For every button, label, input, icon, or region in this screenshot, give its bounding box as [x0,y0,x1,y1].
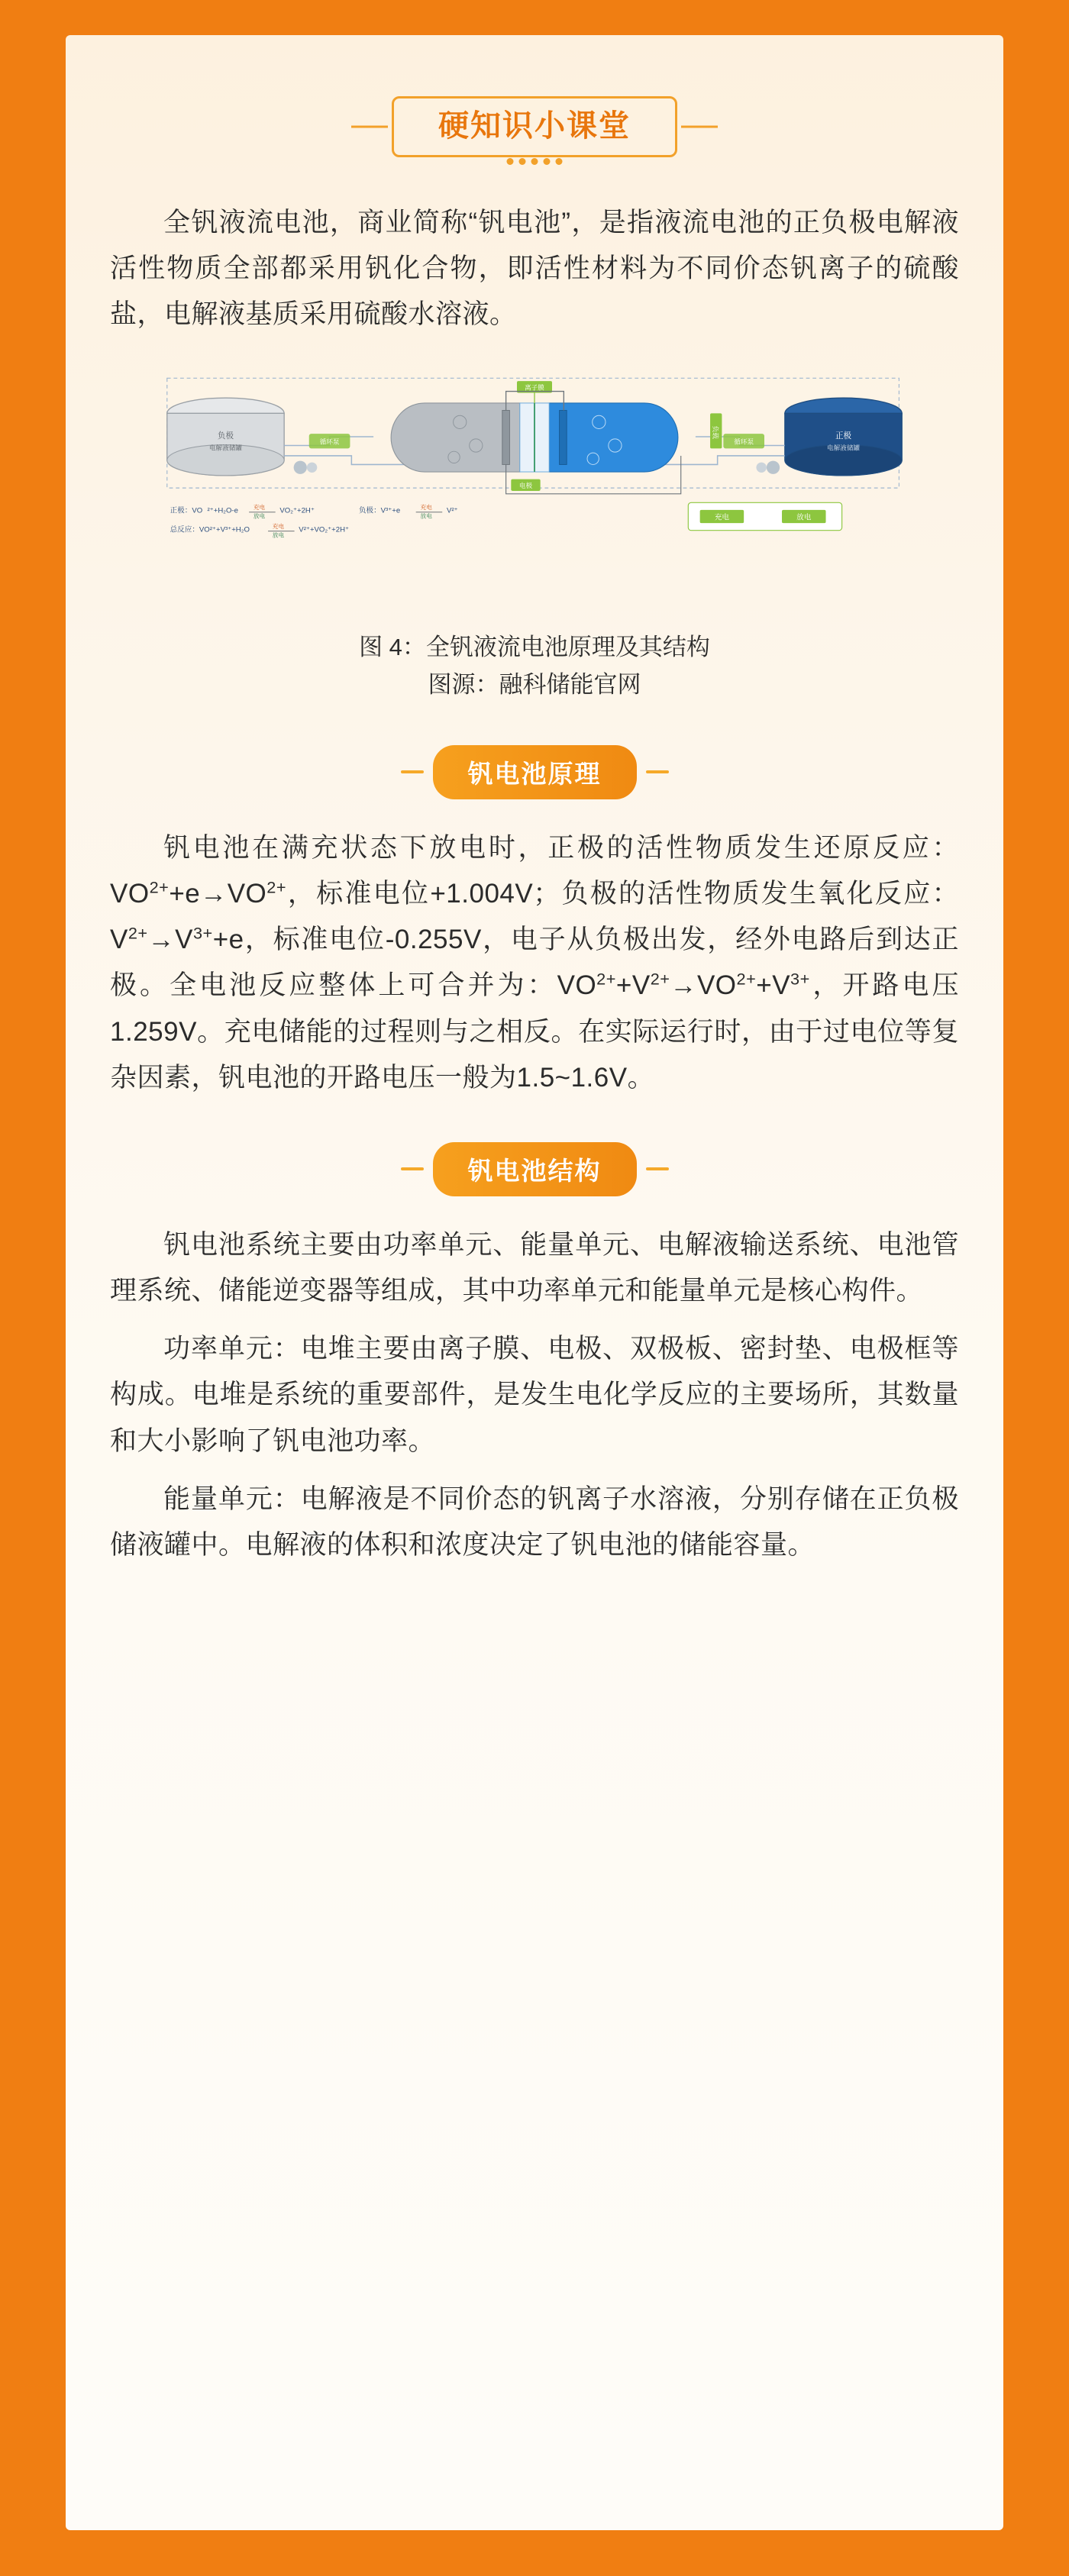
structure-paragraph-1: 钒电池系统主要由功率单元、能量单元、电解液输送系统、电池管理系统、储能逆变器等组成，其中功率单元和能量单元是核心构件。 [110,1229,959,1306]
svg-text:充电: 充电 [714,512,729,521]
svg-text:充电: 充电 [253,503,266,511]
title-banner [392,96,677,157]
svg-text:放电: 放电 [796,512,812,521]
section-heading-principle: 钒电池原理 [433,745,637,799]
svg-text:放电: 放电 [420,512,432,519]
svg-text:充电: 充电 [272,522,285,530]
figure-caption-title: 图 4：全钒液流电池原理及其结构 [359,633,710,660]
svg-text:V²⁺: V²⁺ [446,506,458,515]
intro-paragraph: 全钒液流电池，商业简称“钒电池”，是指液流电池的正负极电解液活性物质全部都采用钒化合物，即活性材料为不同价态钒离子的硫酸盐，电解液基质采用硫酸水溶液。 [110,208,959,330]
svg-text:循环泵: 循环泵 [734,437,754,446]
page-title: 硬知识小课堂 [438,109,631,143]
content-sheet [66,35,1003,2530]
svg-text:正极: 正极 [835,431,852,441]
svg-text:负极：V³⁺+e: 负极：V³⁺+e [358,506,401,515]
figure-source: 图源：融科储能官网 [428,671,641,699]
figure-block [110,364,959,704]
svg-text:总反应：VO²⁺+V³⁺+H₂O: 总反应：VO²⁺+V³⁺+H₂O [170,525,250,534]
section-heading-structure-wrap [110,1142,959,1196]
svg-text:充电: 充电 [420,503,432,511]
svg-text:电解液储罐: 电解液储罐 [208,443,242,451]
svg-text:电解液储罐: 电解液储罐 [827,443,861,451]
vanadium-flow-battery-diagram [110,364,959,616]
principle-paragraph: 钒电池在满充状态下放电时，正极的活性物质发生还原反应：$VO^{2+}+e\to VO^{2+}$，标准电位+1.004V；负极的活性物质发生氧化反应：$V^{2+}\to V^{3+}+e$，标准电位-0.255V，电子从负极出发，经外电路后到达正极。全电池反应整体上可合并为：$VO^{2+}+V^{2+}\to VO^{2+}+V^{3+}$，开路电压1.259V。充电储能的过程则与之相反。在实际运行时，由于过电位等复杂因素，钒电池的开路电压一般为1.5~1.6V。 [110,832,959,1093]
svg-text:负极: 负极 [217,431,234,441]
svg-text:V²⁺+VO₂⁺+2H⁺: V²⁺+VO₂⁺+2H⁺ [299,525,350,534]
svg-text:放电: 放电 [272,531,285,538]
svg-text:负载: 负载 [711,425,719,439]
svg-text:电极: 电极 [518,481,533,489]
svg-text:离子膜: 离子膜 [525,383,544,392]
svg-text:²⁺+H₂O-e: ²⁺+H₂O-e [207,506,238,515]
figure-caption [110,628,959,704]
svg-text:正极：VO: 正极：VO [170,506,203,515]
structure-paragraph-2: 功率单元：电堆主要由离子膜、电极、双极板、密封垫、电极框等构成。电堆是系统的重要部件，是发生电化学反应的主要场所，其数量和大小影响了钒电池功率。 [110,1334,959,1456]
title-banner-wrap [110,96,959,157]
structure-paragraph-3: 能量单元：电解液是不同价态的钒离子水溶液，分别存储在正负极储液罐中。电解液的体积和浓度决定了钒电池的储能容量。 [110,1483,959,1560]
section-heading-structure: 钒电池结构 [433,1142,637,1196]
svg-text:VO₂⁺+2H⁺: VO₂⁺+2H⁺ [279,506,315,515]
banner-dots-decoration [501,158,569,165]
section-heading-principle-wrap [110,745,959,799]
svg-text:循环泵: 循环泵 [319,437,340,446]
svg-text:放电: 放电 [253,512,266,519]
